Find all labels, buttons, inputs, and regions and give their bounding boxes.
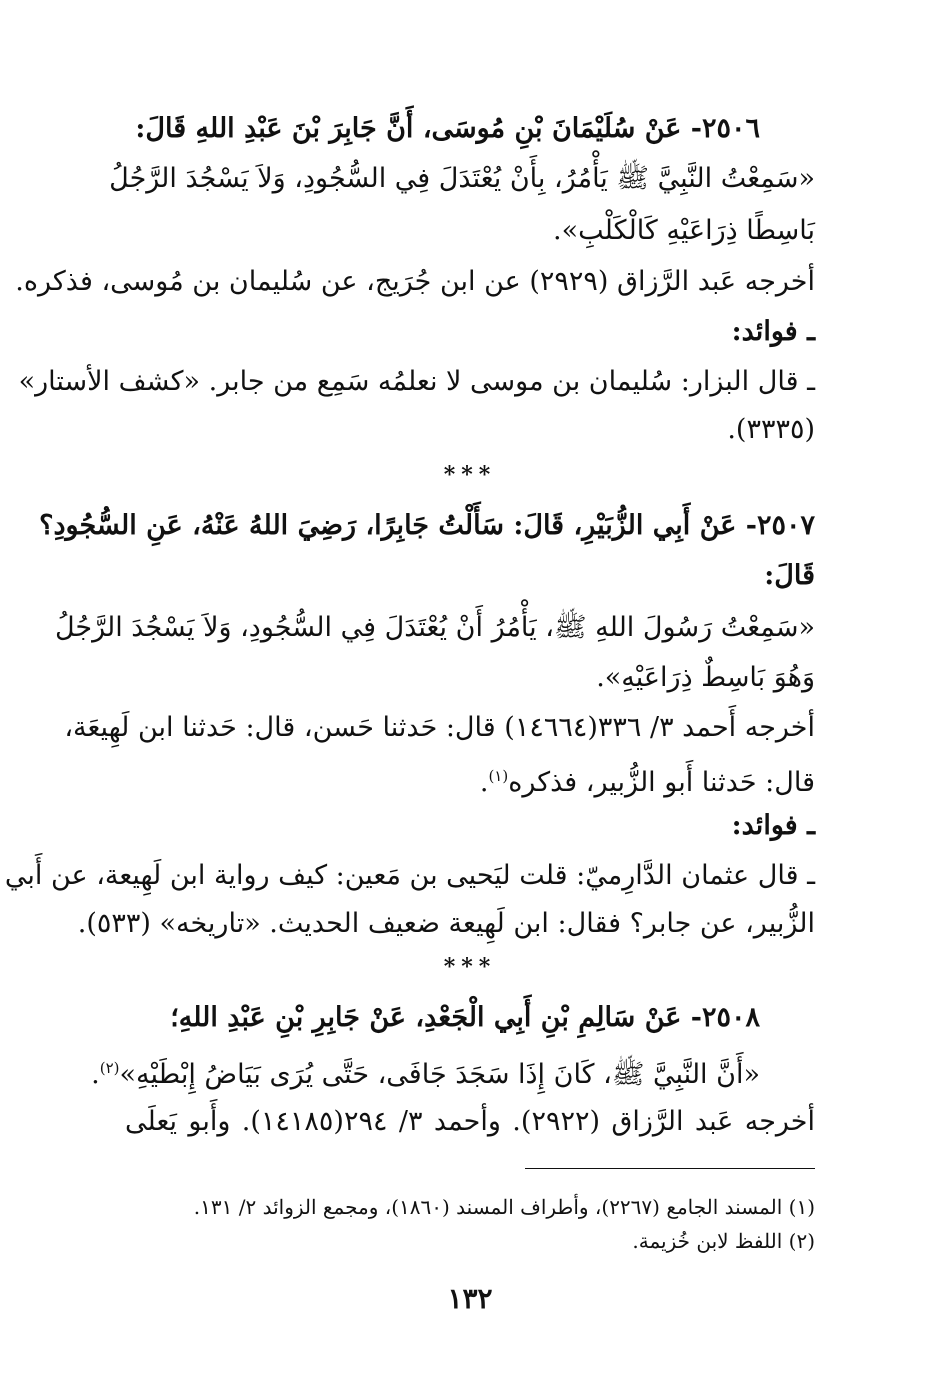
hadith-2508-text-end: .: [91, 1059, 100, 1090]
takhrij-text: قال: حَدثنا أَبو الزُّبير، فذكره: [508, 767, 815, 798]
hadith-2506-fawaid-line-1: ـ قال البزار: سُليمان بن موسى لا نعلمُه سَمِع من جابر. «كشف الأستار»: [18, 366, 815, 397]
footnote-marker-2: (٢): [99, 1059, 120, 1077]
hadith-2507-fawaid-line-1: ـ قال عثمان الدَّارِميّ: قلت ليَحيى بن مَعين: كيف رواية ابن لَهِيعة، عن أَبي: [4, 860, 815, 891]
hadith-2508-text: «أَنَّ النَّبِيَّ ﷺ، كَانَ إِذَا سَجَدَ جَافَى، حَتَّى يُرَى بَيَاضُ إِبْطَيْهِ»: [119, 1059, 760, 1090]
hadith-2507-text-line-2: وَهُوَ بَاسِطٌ ذِرَاعَيْهِ».: [596, 662, 815, 693]
footnote-1: (١) المسند الجامع (٢٢٦٧)، وأطراف المسند (١٨٦٠)، ومجمع الزوائد ٢/ ١٣١.: [193, 1195, 815, 1219]
footnote-2: (٢) اللفظ لابن خُزيمة.: [632, 1229, 815, 1253]
hadith-2506-header: ٢٥٠٦- عَنْ سُلَيْمَانَ بْنِ مُوسَى، أَنَّ جَابِرَ بْنَ عَبْدِ اللهِ قَالَ:: [135, 113, 760, 144]
hadith-2507-takhrij-line-2: [125, 752, 815, 807]
takhrij-end: .: [479, 767, 489, 798]
hadith-2508-takhrij: أخرجه عَبد الرَّزاق (٢٩٢٢). وأحمد ٣/ ٢٩٤(١٤١٨٥). وأَبو يَعلَى: [125, 1106, 815, 1137]
hadith-2506-takhrij: أخرجه عَبد الرَّزاق (٢٩٢٩) عن ابن جُرَيج، عن سُليمان بن مُوسى، فذكره.: [15, 266, 815, 297]
footnote-marker-1: (١): [488, 767, 509, 785]
hadith-2507-fawaid-label: ـ فوائد:: [731, 810, 815, 841]
hadith-2507-text-line-1: «سَمِعْتُ رَسُولَ اللهِ ﷺ، يَأْمُرُ أَنْ يُعْتَدَلَ فِي السُّجُودِ، وَلاَ يَسْجُدَ الرَّجُلُ: [54, 612, 815, 643]
hadith-2506-text-line-2: بَاسِطًا ذِرَاعَيْهِ كَالْكَلْبِ».: [553, 215, 815, 246]
hadith-2508-header: ٢٥٠٨- عَنْ سَالِمِ بْنِ أَبِي الْجَعْدِ، عَنْ جَابِرِ بْنِ عَبْدِ اللهِ؛: [170, 1002, 760, 1033]
hadith-2508-text-line-1: [91, 1044, 760, 1099]
hadith-2507-fawaid-line-2: الزُّبير، عن جابر؟ فقال: ابن لَهِيعة ضعيف الحديث. «تاريخه» (٥٣٣).: [77, 908, 815, 939]
section-separator: ***: [443, 954, 497, 980]
section-separator: ***: [443, 462, 497, 488]
hadith-2506-text-line-1: «سَمِعْتُ النَّبِيَّ ﷺ يَأْمُرُ، بِأَنْ يُعْتَدَلَ فِي السُّجُودِ، وَلاَ يَسْجُدَ الرَّجُلُ: [109, 163, 815, 194]
page-number: ١٣٢: [447, 1282, 493, 1315]
hadith-2507-header: ٢٥٠٧- عَنْ أَبِي الزُّبَيْرِ، قَالَ: سَأَلْتُ جَابِرًا، رَضِيَ اللهُ عَنْهُ، عَنِ السُّجُودِ؟: [39, 510, 815, 541]
hadith-2506-fawaid-line-2: (٣٣٣٥).: [727, 414, 815, 445]
hadith-2506-fawaid-label: ـ فوائد:: [731, 316, 815, 347]
footnote-rule: [525, 1168, 815, 1169]
hadith-2507-header-line-2: قَالَ:: [764, 560, 815, 591]
hadith-2507-takhrij-line-1: أخرجه أَحمد ٣/ ٣٣٦(١٤٦٦٤) قال: حَدثنا حَسن، قال: حَدثنا ابن لَهِيعَة،: [64, 712, 815, 743]
